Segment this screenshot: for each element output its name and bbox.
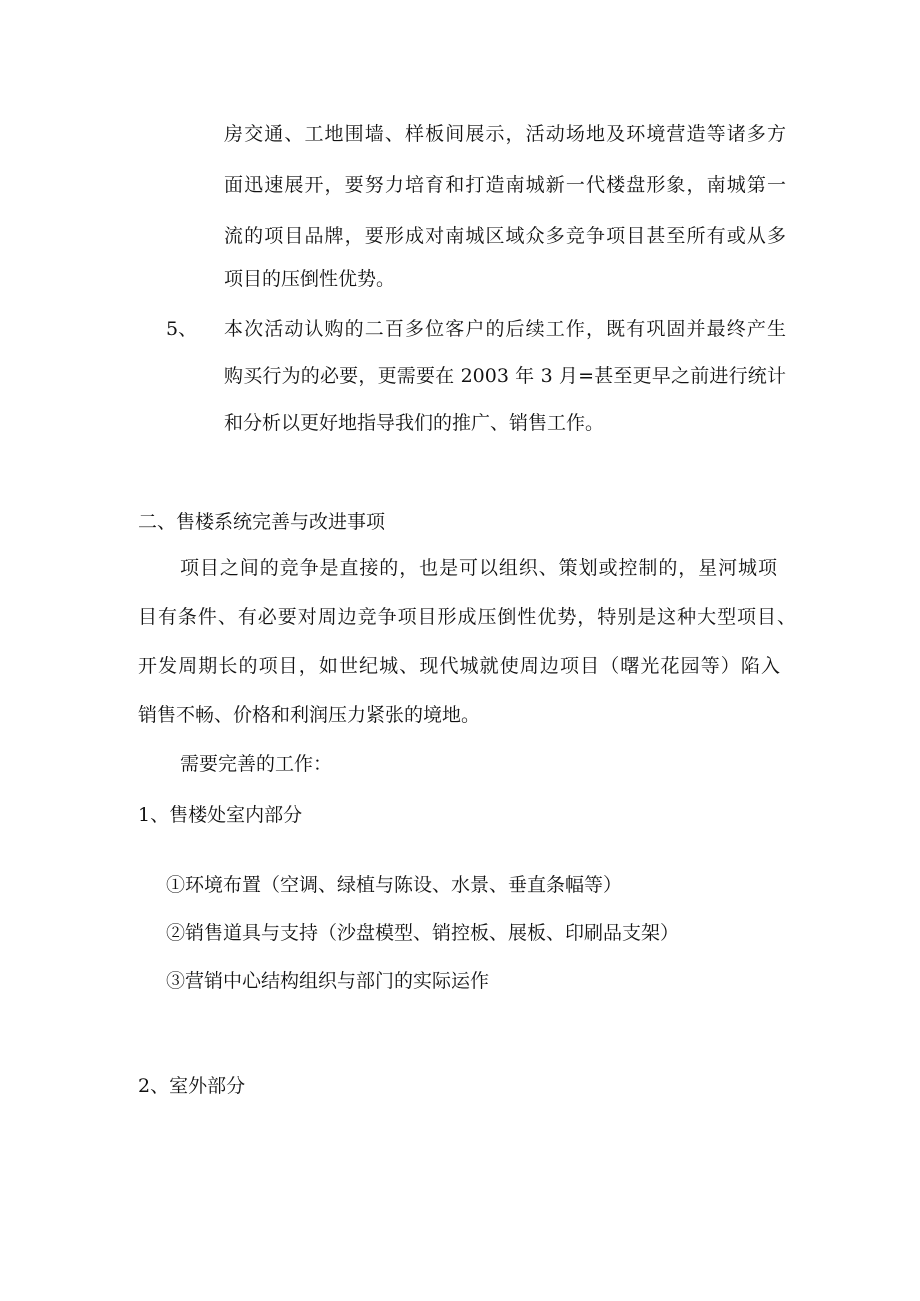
item5-number: 5、 [166,318,198,340]
section2-paragraph-line-4: 销售不畅、价格和利润压力紧张的境地。 [138,704,481,726]
section2-paragraph-line-3: 开发周期长的项目，如世纪城、现代城就使周边项目（曙光花园等）陷入 [138,655,780,677]
sub2-heading: 2、室外部分 [138,1075,246,1097]
sub1-item-1: ①环境布置（空调、绿植与陈设、水景、垂直条幅等） [166,874,623,896]
continued-line-1: 房交通、工地围墙、样板间展示，活动场地及环境营造等诸多方 [224,123,786,145]
section2-paragraph-line-1: 项目之间的竞争是直接的，也是可以组织、策划或控制的，星河城项 [180,557,777,579]
section2-paragraph-line-2: 目有条件、有必要对周边竞争项目形成压倒性优势，特别是这种大型项目、 [138,606,796,628]
need-label: 需要完善的工作： [180,753,333,775]
sub1-item-2: ②销售道具与支持（沙盘模型、销控板、展板、印刷品支架） [166,922,680,944]
section2-heading: 二、售楼系统完善与改进事项 [138,511,386,533]
sub1-item-3: ③营销中心结构组织与部门的实际运作 [166,970,490,992]
sub1-heading: 1、售楼处室内部分 [138,804,303,826]
item5-line-1: 本次活动认购的二百多位客户的后续工作，既有巩固并最终产生 [224,318,786,340]
continued-line-4: 项目的压倒性优势。 [224,268,396,290]
continued-line-3: 流的项目品牌，要形成对南城区域众多竞争项目甚至所有或从多 [224,225,786,247]
continued-line-2: 面迅速展开，要努力培育和打造南城新一代楼盘形象，南城第一 [224,174,786,196]
item5-line-2: 购买行为的必要，更需要在 2003 年 3 月=甚至更早之前进行统计 [224,365,786,387]
item5-line-3: 和分析以更好地指导我们的推广、销售工作。 [224,412,605,434]
